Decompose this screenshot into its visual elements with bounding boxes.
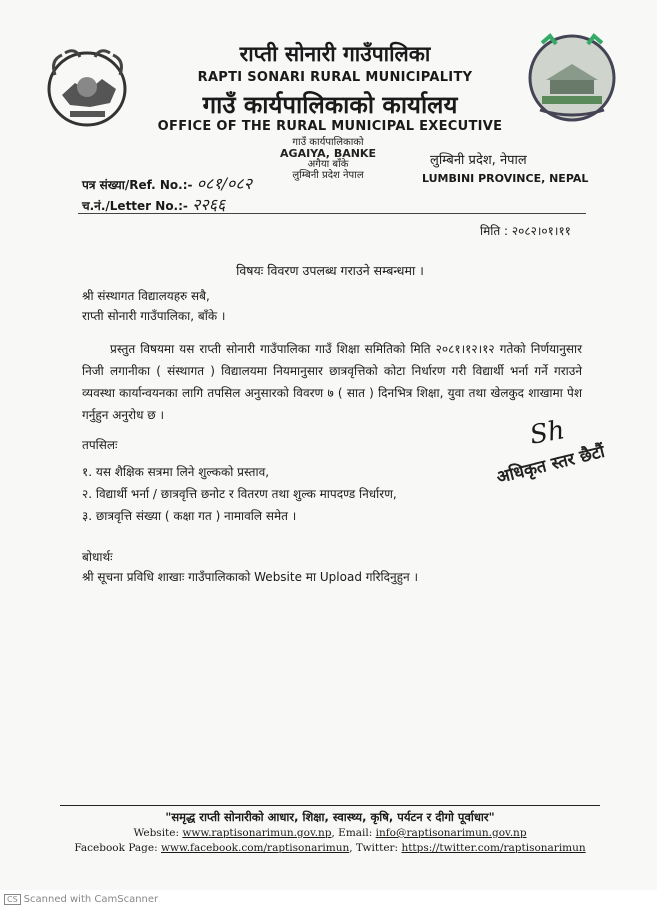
ref-value: ०८१/०८२ <box>196 174 253 193</box>
municipality-name-nepali: राप्ती सोनारी गाउँपालिका <box>239 42 431 66</box>
cc-text: श्री सूचना प्रविधि शाखाः गाउँपालिकाको Website मा Upload गरिदिनुहुन । <box>82 570 419 584</box>
stamp-line-4: लुम्बिनी प्रदेश नेपाल <box>292 170 364 181</box>
scanner-text: Scanned with CamScanner <box>23 894 159 905</box>
stamp-line-1: गाउँ कार्यपालिकाको <box>292 137 364 148</box>
ref-number <box>82 172 252 194</box>
office-name-nepali: गाउँ कार्यपालिकाको कार्यालय <box>202 91 458 119</box>
signature: Sh <box>527 415 567 451</box>
letter-value: २२६६ <box>192 195 226 214</box>
official-designation: अधिकृत स्तर छैटौं <box>494 441 607 489</box>
nepal-emblem-logo <box>40 45 135 130</box>
cc-heading: बोधार्थः <box>82 550 113 564</box>
details-heading: तपसिलः <box>82 438 118 452</box>
website-label: Website: <box>133 827 180 839</box>
list-item: ३. छात्रवृत्ति संख्या ( कक्षा गत ) नामावलि समेत । <box>82 509 297 523</box>
stamp-line-2: AGAIYA, BANKE <box>280 147 376 160</box>
letter-number <box>82 193 225 215</box>
province-english: LUMBINI PROVINCE, NEPAL <box>422 172 589 185</box>
ref-label: पत्र संख्या/Ref. No.:- <box>82 178 193 192</box>
office-name-english: OFFICE OF THE RURAL MUNICIPAL EXECUTIVE <box>157 119 503 134</box>
letter-date: मिति : २०८२।०१।११ <box>480 224 571 238</box>
footer-social <box>40 842 620 854</box>
facebook-label: Facebook Page: <box>74 842 158 854</box>
footer-contact <box>60 827 600 839</box>
recipient-line-1: श्री संस्थागत विद्यालयहरु सबै, <box>82 289 210 303</box>
recipient-line-2: राप्ती सोनारी गाउँपालिका, बाँके । <box>82 309 226 323</box>
letter-label: च.नं./Letter No.:- <box>82 199 188 213</box>
camscanner-icon: CS <box>4 894 21 905</box>
website-link[interactable]: www.raptisonarimun.gov.np <box>182 827 332 839</box>
province-nepali: लुम्बिनी प्रदेश, नेपाल <box>430 153 527 168</box>
stamp-line-3: अगैया बाँके <box>307 159 349 170</box>
letter-body: प्रस्तुत विषयमा यस राप्ती सोनारी गाउँपालिका गाउँ शिक्षा समितिको मिति २०८१।१२।१२ गतेको निर्णयानुसार निजी लगानीका ( संस्थागत ) विद्यालयमा नियमानुसार छात्रवृत्तिको कोटा निर्धारण गरी विद्यार्थी भर्ना गर्ने गराउने व्यवस्था कार्यान्वयनका लागि तपसिल अनुसारको विवरण ७ ( सात ) दिनभित्र शिक्षा, युवा तथा खेलकुद शाखामा पेश गर्नुहुन अनुरोध छ । <box>82 342 582 422</box>
municipality-logo <box>522 28 622 123</box>
header-divider <box>78 213 586 214</box>
facebook-link[interactable]: www.facebook.com/raptisonarimun <box>161 842 350 854</box>
twitter-label: , Twitter: <box>349 842 399 854</box>
footer-divider <box>60 805 600 806</box>
scanner-watermark <box>4 894 158 905</box>
list-item: १. यस शैक्षिक सत्रमा लिने शुल्कको प्रस्ताव, <box>82 465 270 479</box>
office-stamp <box>268 137 388 207</box>
municipality-name-english: RAPTI SONARI RURAL MUNICIPALITY <box>197 70 473 85</box>
letter-subject: विषयः विवरण उपलब्ध गराउने सम्बन्धमा । <box>236 263 424 278</box>
twitter-link[interactable]: https://twitter.com/raptisonarimun <box>401 842 586 854</box>
list-item: २. विद्यार्थी भर्ना / छात्रवृत्ति छनोट र वितरण तथा शुल्क मापदण्ड निर्धारण, <box>82 487 397 501</box>
footer-motto: "समृद्ध राप्ती सोनारीको आधार, शिक्षा, स्वास्थ्य, कृषि, पर्यटन र दीगो पूर्वाधार" <box>165 810 495 824</box>
email-label: , Email: <box>331 827 373 839</box>
email-link[interactable]: info@raptisonarimun.gov.np <box>375 827 527 839</box>
